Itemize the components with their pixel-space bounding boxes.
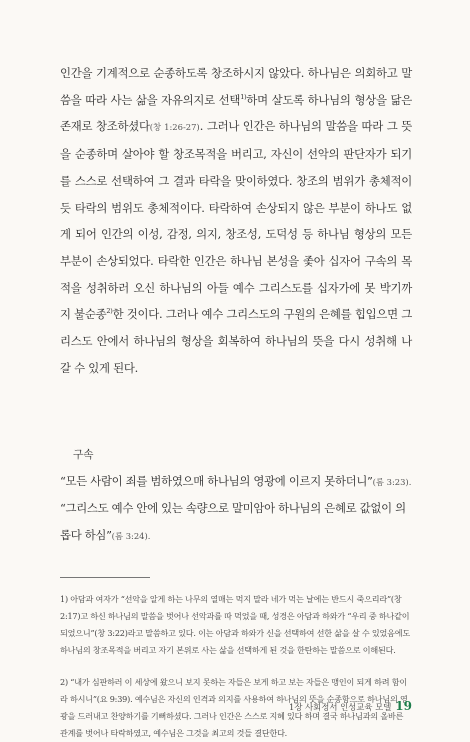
body-text-part-4: 한 것이다. 그러나 예수 그리스도의 구원의 은혜를 힙입으면 그리스도 안에서 하나님의 형상을 회복하여 하나님의 뜻을 다시 성취해 나갈 수 있게 된다. [60,307,413,375]
quote-1-reference: (롬 3:23). [372,477,412,487]
quote-1-text: “모든 사람이 죄를 범하였으매 하나님의 영광에 이르지 못하더니” [60,474,373,488]
running-footer [289,699,412,713]
footnote-marker-2[interactable]: 2) [106,307,113,316]
scripture-quote-2 [60,495,412,549]
scripture-quote-1 [60,468,412,496]
quote-2-reference: (롬 3:24). [111,530,151,541]
footnote-2: 2) “내가 심판하러 이 세상에 왔으니 보지 못하는 자들은 보게 하고 보는 자들은 맹인이 되게 하려 함이라 하시니”(요 9:39). 예수님은 자신의 인격과 의지를 사용하여 하나님의 뜻을 순종함으로 하나님의 영광을 드러내고 찬양하기를 기뻐하셨다. 그러나 인간은 스스로 지혜 있다 하며 결국 하나님과의 올바른 관계를 벗어나 타락하였고, 예수님은 그것을 최고의 것들 결단한다. [60,677,408,738]
body-text-part-1: 인간을 기계적으로 순종하도록 창조하시지 않았다. 하나님은 의회하고 말씀을 따라 사는 삶을 자유의지로 선택 [60,66,412,107]
body-text-part-2: 하며 살도록 하나님의 형상을 닮은 존재로 창조하셨다 [60,92,413,134]
footnote-1: 1) 아담과 여자가 “선악을 알게 하는 나무의 열매는 먹지 말라 네가 먹는 날에는 반드시 죽으리라”(창 2:17)고 하신 하나님의 말씀을 벗어나 선악과를 따 먹었을 때, 성경은 아담과 하와가 “우리 중 하나같이 되었으니”(창 3:22)라고 말씀하고 있다. 이는 아담과 하와가 신을 선택하여 선한 삶을 살 수 있었음에도 하나님의 창조목적을 버리고 자기 본위로 사는 삶을 선택하게 된 것을 한탄하는 말씀으로 이해된다. [60,594,410,655]
footnote-marker-1[interactable]: 1) [240,92,247,101]
section-label: 구속 [73,449,94,461]
body-text-part-3: . 그러나 인간은 하나님의 말씀을 따라 그 뜻을 순종하며 살아야 할 창조목적을 버리고, 자신이 선악의 판단자가 되기를 스스로 선택하여 그 결과 타락을 맞이하였다. 창조의 범위가 총체적이듯 타락의 범위도 총체적이다. 타락하여 손상되지 않은 부분이 하나도 없게 되어 인간의 이성, 감정, 의지, 창조성, 도덕성 등 하나님 형상의 모든 부분이 손상되었다. 타락한 인간은 하나님 본성을 좇아 십자어 구속의 목적을 성취하러 오신 하나님의 아들 예수 그리스도를 십자가에 못 박기까지 불순종 [60,119,412,322]
quote-2-text: “그리스도 예수 안에 있는 속량으로 말미암아 하나님의 은혜로 값없이 의롭다 하심” [60,501,406,542]
chapter-title: 1장 사회정서 인성교육 모델 [288,702,392,712]
footnote-divider [60,577,150,578]
body-paragraph [60,60,412,381]
page-number: 19 [395,699,412,713]
scripture-reference: (창 1:26-27) [149,122,200,133]
